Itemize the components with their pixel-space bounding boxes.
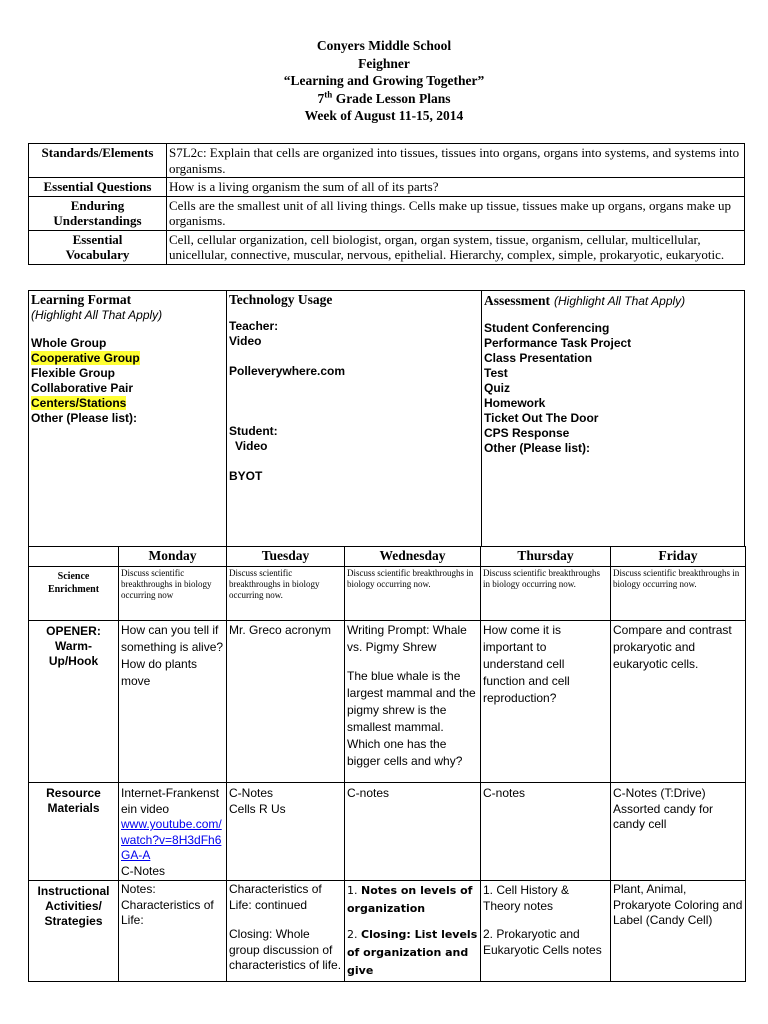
assessment-list — [484, 321, 742, 456]
resources-monday — [119, 783, 227, 881]
list-item: Whole Group — [31, 336, 107, 350]
standards-table — [28, 143, 745, 265]
table-row — [29, 783, 746, 881]
list-item: Other (Please list): — [31, 411, 138, 425]
opener-tuesday: Mr. Greco acronym — [227, 621, 345, 783]
technology-title: Technology Usage — [229, 292, 333, 307]
enrichment-thursday: Discuss scientific breakthroughs in biology occurring now. — [481, 567, 611, 621]
assessment-title: Assessment — [484, 293, 550, 308]
item-text: Closing: List levels of organization and give — [347, 928, 478, 977]
resource-text: C-Notes — [121, 863, 166, 878]
teacher-name: Feighner — [358, 55, 410, 71]
list-item: Homework — [484, 396, 546, 410]
table-row — [29, 178, 745, 197]
instructional-item — [347, 882, 478, 918]
instructional-thursday — [481, 881, 611, 982]
opener-thursday: How come it is important to understand cell function and cell reproduction? — [481, 621, 611, 783]
format-table — [28, 290, 745, 547]
instructional-label: Instructional Activities/ Strategies — [29, 881, 119, 982]
list-item: Video — [229, 334, 262, 348]
video-link[interactable]: www.youtube.com/watch?v=8H3dFh6GA-A — [121, 817, 222, 862]
learning-format-cell — [29, 291, 227, 547]
list-item — [31, 396, 224, 411]
resource-text: Assorted candy for candy cell — [613, 801, 714, 831]
school-motto: “Learning and Growing Together” — [283, 73, 485, 88]
enrichment-friday: Discuss scientific breakthroughs in biology occurring now. — [611, 567, 746, 621]
table-row — [29, 291, 745, 547]
science-enrichment-label: Science Enrichment — [29, 567, 119, 621]
grade-title — [0, 90, 768, 108]
resources-tuesday — [227, 783, 345, 881]
resource-text: C-Notes (T:Drive) — [613, 786, 706, 800]
opener-wednesday-prompt: Writing Prompt: Whale vs. Pigmy Shrew — [347, 623, 467, 654]
instructional-item — [347, 926, 478, 980]
enduring-understandings-label: Enduring Understandings — [29, 196, 167, 230]
enrichment-monday: Discuss scientific breakthroughs in biology occurring now — [119, 567, 227, 621]
instructional-text: Closing: Whole group discussion of characteristics of life. — [229, 927, 342, 972]
opener-wednesday-text: The blue whale is the largest mammal and the pigmy shrew is the smallest mammal. Which one has the bigger cells and why? — [347, 669, 476, 768]
grade-number: 7 — [317, 90, 325, 106]
table-row — [29, 196, 745, 230]
resource-text: C-Notes — [229, 786, 274, 800]
assessment-header — [484, 292, 742, 310]
table-row — [29, 547, 746, 567]
resources-wednesday: C-notes — [345, 783, 481, 881]
table-row — [29, 144, 745, 178]
list-item: BYOT — [229, 469, 263, 483]
learning-format-note: (Highlight All That Apply) — [31, 308, 163, 322]
list-item: Polleverywhere.com — [229, 364, 346, 378]
table-row — [29, 881, 746, 982]
resource-materials-label: Resource Materials — [29, 783, 119, 881]
instructional-wednesday — [345, 881, 481, 982]
opener-label: OPENER: Warm-Up/Hook — [29, 621, 119, 783]
instructional-friday: Plant, Animal, Prokaryote Coloring and Label (Candy Cell) — [611, 881, 746, 982]
learning-format-title: Learning Format — [31, 292, 132, 307]
instructional-text: Characteristics of Life: continued — [229, 882, 322, 912]
instructional-text: 1. Cell History & Theory notes — [483, 883, 570, 913]
essential-questions-text: How is a living organism the sum of all of its parts? — [167, 178, 745, 197]
essential-vocabulary-text: Cell, cellular organization, cell biologist, organ, organ system, tissue, organism, cellular, multicellular, unicellular, connective, muscular, nervous, epithelial. Hierarchy, complex, simple, prokaryotic, eukaryotic. — [167, 230, 745, 264]
instructional-tuesday — [227, 881, 345, 982]
list-item: Test — [484, 366, 508, 380]
opener-wednesday — [345, 621, 481, 783]
list-item: Class Presentation — [484, 351, 593, 365]
day-header-monday: Monday — [119, 547, 227, 567]
resource-text: Cells R Us — [229, 801, 286, 816]
resource-text: Internet-Frankenstein video — [121, 786, 220, 816]
day-header-friday: Friday — [611, 547, 746, 567]
enrichment-wednesday: Discuss scientific breakthroughs in biology occurring now. — [345, 567, 481, 621]
highlighted-item: Cooperative Group — [31, 351, 140, 365]
week-title: Week of August 11-15, 2014 — [304, 108, 464, 123]
list-item: Student Conferencing — [484, 321, 610, 335]
list-item: Collaborative Pair — [31, 381, 134, 395]
resources-friday — [611, 783, 746, 881]
opener-friday: Compare and contrast prokaryotic and eukaryotic cells. — [611, 621, 746, 783]
standards-text: S7L2c: Explain that cells are organized into tissues, tissues into organs, organs into systems, and systems into organisms. — [167, 144, 745, 178]
item-number: 2. — [347, 928, 358, 941]
instructional-monday: Notes: Characteristics of Life: — [119, 881, 227, 982]
list-item: Ticket Out The Door — [484, 411, 599, 425]
list-item: Performance Task Project — [484, 336, 632, 350]
table-row — [29, 621, 746, 783]
day-header-tuesday: Tuesday — [227, 547, 345, 567]
student-label: Student: — [229, 424, 278, 438]
assessment-note: (Highlight All That Apply) — [554, 294, 686, 308]
list-item — [31, 351, 224, 366]
table-row — [29, 567, 746, 621]
essential-vocabulary-label — [29, 230, 167, 264]
list-item: CPS Response — [484, 426, 570, 440]
opener-monday: How can you tell if something is alive? How do plants move — [119, 621, 227, 783]
list-item: Other (Please list): — [484, 441, 591, 455]
assessment-cell — [482, 291, 745, 547]
item-text: Notes on levels of organization — [347, 884, 473, 915]
day-header-thursday: Thursday — [481, 547, 611, 567]
enduring-understandings-text: Cells are the smallest unit of all living things. Cells make up tissue, tissues make up organs, organs make up organisms. — [167, 196, 745, 230]
standards-label: Standards/Elements — [29, 144, 167, 178]
technology-list — [229, 319, 479, 484]
technology-cell — [227, 291, 482, 547]
item-number: 1. — [347, 884, 358, 897]
school-name: Conyers Middle School — [316, 38, 452, 53]
enrichment-tuesday: Discuss scientific breakthroughs in biology occurring now. — [227, 567, 345, 621]
instructional-text: 2. Prokaryotic and Eukaryotic Cells notes — [483, 927, 602, 957]
day-header-wednesday: Wednesday — [345, 547, 481, 567]
list-item: Quiz — [484, 381, 510, 395]
weekly-schedule-table — [28, 546, 746, 982]
table-row — [29, 230, 745, 264]
corner-cell — [29, 547, 119, 567]
learning-format-list — [31, 336, 224, 426]
essential-vocabulary-label-text: Essential Vocabulary — [65, 231, 130, 262]
highlighted-item: Centers/Stations — [31, 396, 127, 410]
teacher-label: Teacher: — [229, 319, 279, 333]
list-item: Video — [235, 439, 268, 453]
grade-suffix: th — [324, 89, 333, 99]
list-item: Flexible Group — [31, 366, 116, 380]
grade-rest: Grade Lesson Plans — [332, 90, 451, 106]
essential-questions-label: Essential Questions — [29, 178, 167, 197]
resources-thursday: C-notes — [481, 783, 611, 881]
document-header — [0, 37, 768, 125]
